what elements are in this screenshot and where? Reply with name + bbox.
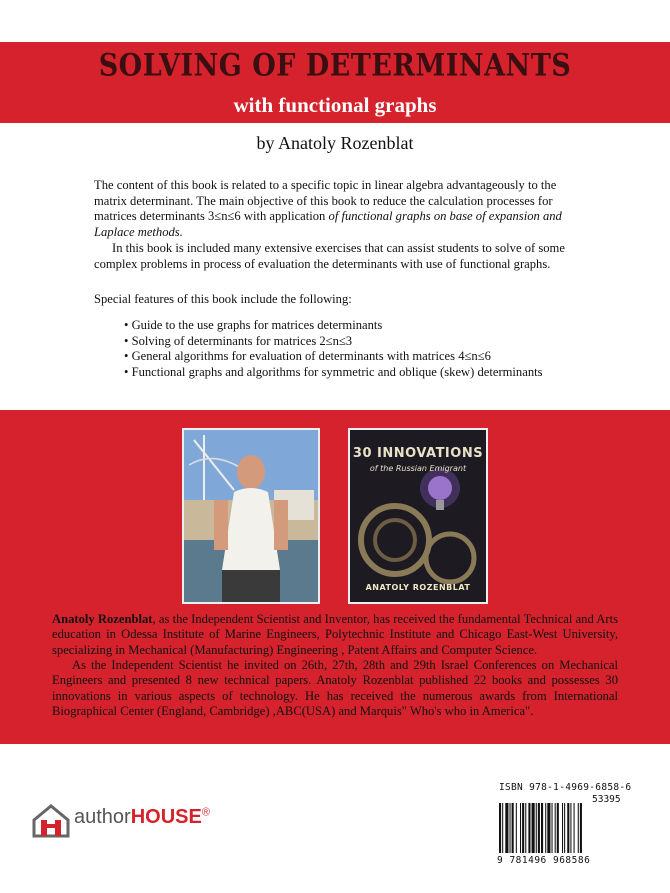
- barcode-bar: [557, 803, 559, 853]
- publisher-logo-text: [74, 806, 210, 829]
- bio-name: Anatoly Rozenblat: [52, 612, 153, 626]
- bio-paragraph-1: [52, 612, 618, 658]
- book-cover-title: 30 INNOVATIONS: [352, 446, 484, 461]
- book-cover-author: ANATOLY ROZENBLAT: [365, 583, 471, 592]
- barcode-bar: [505, 803, 508, 853]
- barcode-bar: [552, 803, 553, 853]
- barcode-bar: [580, 803, 582, 853]
- barcode-bar: [528, 803, 530, 853]
- author-byline: by Anatoly Rozenblat: [256, 133, 414, 153]
- features-list: [124, 318, 543, 380]
- barcode-bar: [538, 803, 540, 853]
- barcode-bar: [567, 803, 569, 853]
- feature-item: • Functional graphs and algorithms for symmetric and oblique (skew) determinants: [124, 365, 543, 381]
- barcode-bar: [574, 803, 575, 853]
- description-text: The content of this book is related to a specific topic in linear algebra advantageously to the matrix determinant. The main objective of this book to reduce the calculation processes for matrices determinants 3≤n≤6 with application: [94, 178, 557, 224]
- feature-item: • Guide to the use graphs for matrices determinants: [124, 318, 543, 334]
- publisher-house-part: HOUSE: [130, 806, 202, 828]
- feature-item: • Solving of determinants for matrices 2≤n≤3: [124, 334, 543, 350]
- barcode-bar: [499, 803, 501, 853]
- publisher-registered: ®: [201, 806, 210, 819]
- bio-text: , as the Independent Scientist and Inventor, has received the fundamental Technical and Arts education in Odessa Institute of Marine Engineers, Polytechnic Institute and Chicago East-West University, specializing in Mechanical (Manufacturing) Engineering , Patent Affairs and Computer Science.: [52, 612, 618, 657]
- author-photo-image: [184, 430, 318, 602]
- barcode-bars: [497, 803, 641, 853]
- barcode-bar: [532, 803, 535, 853]
- publisher-author-part: author: [74, 806, 131, 828]
- book-cover-subtitle: of the Russian Emigrant: [369, 464, 467, 473]
- isbn-label: ISBN 978-1-4969-6858-6: [499, 782, 632, 793]
- barcode-bar: [510, 803, 511, 853]
- barcode-bar: [512, 803, 514, 853]
- description-paragraph-1: [94, 178, 582, 240]
- authorhouse-logo-icon: [30, 800, 72, 840]
- barcode-bar: [570, 803, 571, 853]
- book-title: SOLVING OF DETERMINANTS: [98, 47, 572, 84]
- barcode-bar: [545, 803, 546, 853]
- barcode-bar: [562, 803, 563, 853]
- barcode-bar: [564, 803, 565, 853]
- description-paragraph-2: In this book is included many extensive exercises that can assist students to solve of some complex problems in process of evaluation the determinants with use of functional graphs.: [94, 241, 565, 271]
- description-italic: of functional graphs on base of expansion and Laplace methods.: [94, 209, 562, 239]
- barcode-bar: [516, 803, 517, 853]
- barcode-bar: [547, 803, 550, 853]
- barcode-bar: [555, 803, 556, 853]
- barcode-bar: [578, 803, 579, 853]
- barcode-bar: [541, 803, 543, 853]
- book-cover-image: [348, 428, 488, 604]
- author-photo: [182, 428, 320, 604]
- barcode-number: 9 781496 968586: [497, 855, 591, 866]
- bio-paragraph-2: As the Independent Scientist he invited on 26th, 27th, 28th and 29th Israel Conferences on Mechanical Engineers and presented 8 new technical papers. Anatoly Rozenblat published 22 books and possesses 30 innovations in various aspects of technology. He has received the numerous awards from International Biographical Center (England, Cambridge) ,ABC(USA) and Marquis" Who's who in America".: [52, 658, 618, 719]
- barcode-bar: [520, 803, 521, 853]
- barcode-addon: 53395: [592, 794, 621, 805]
- feature-item: • General algorithms for evaluation of determinants with matrices 4≤n≤6: [124, 349, 543, 365]
- barcode-bar: [536, 803, 537, 853]
- barcode-bar: [502, 803, 503, 853]
- features-intro: Special features of this book include the following:: [94, 292, 352, 306]
- barcode-bar: [525, 803, 526, 853]
- top-strip: [0, 0, 670, 42]
- book-subtitle: with functional graphs: [233, 93, 437, 117]
- barcode-bar: [522, 803, 524, 853]
